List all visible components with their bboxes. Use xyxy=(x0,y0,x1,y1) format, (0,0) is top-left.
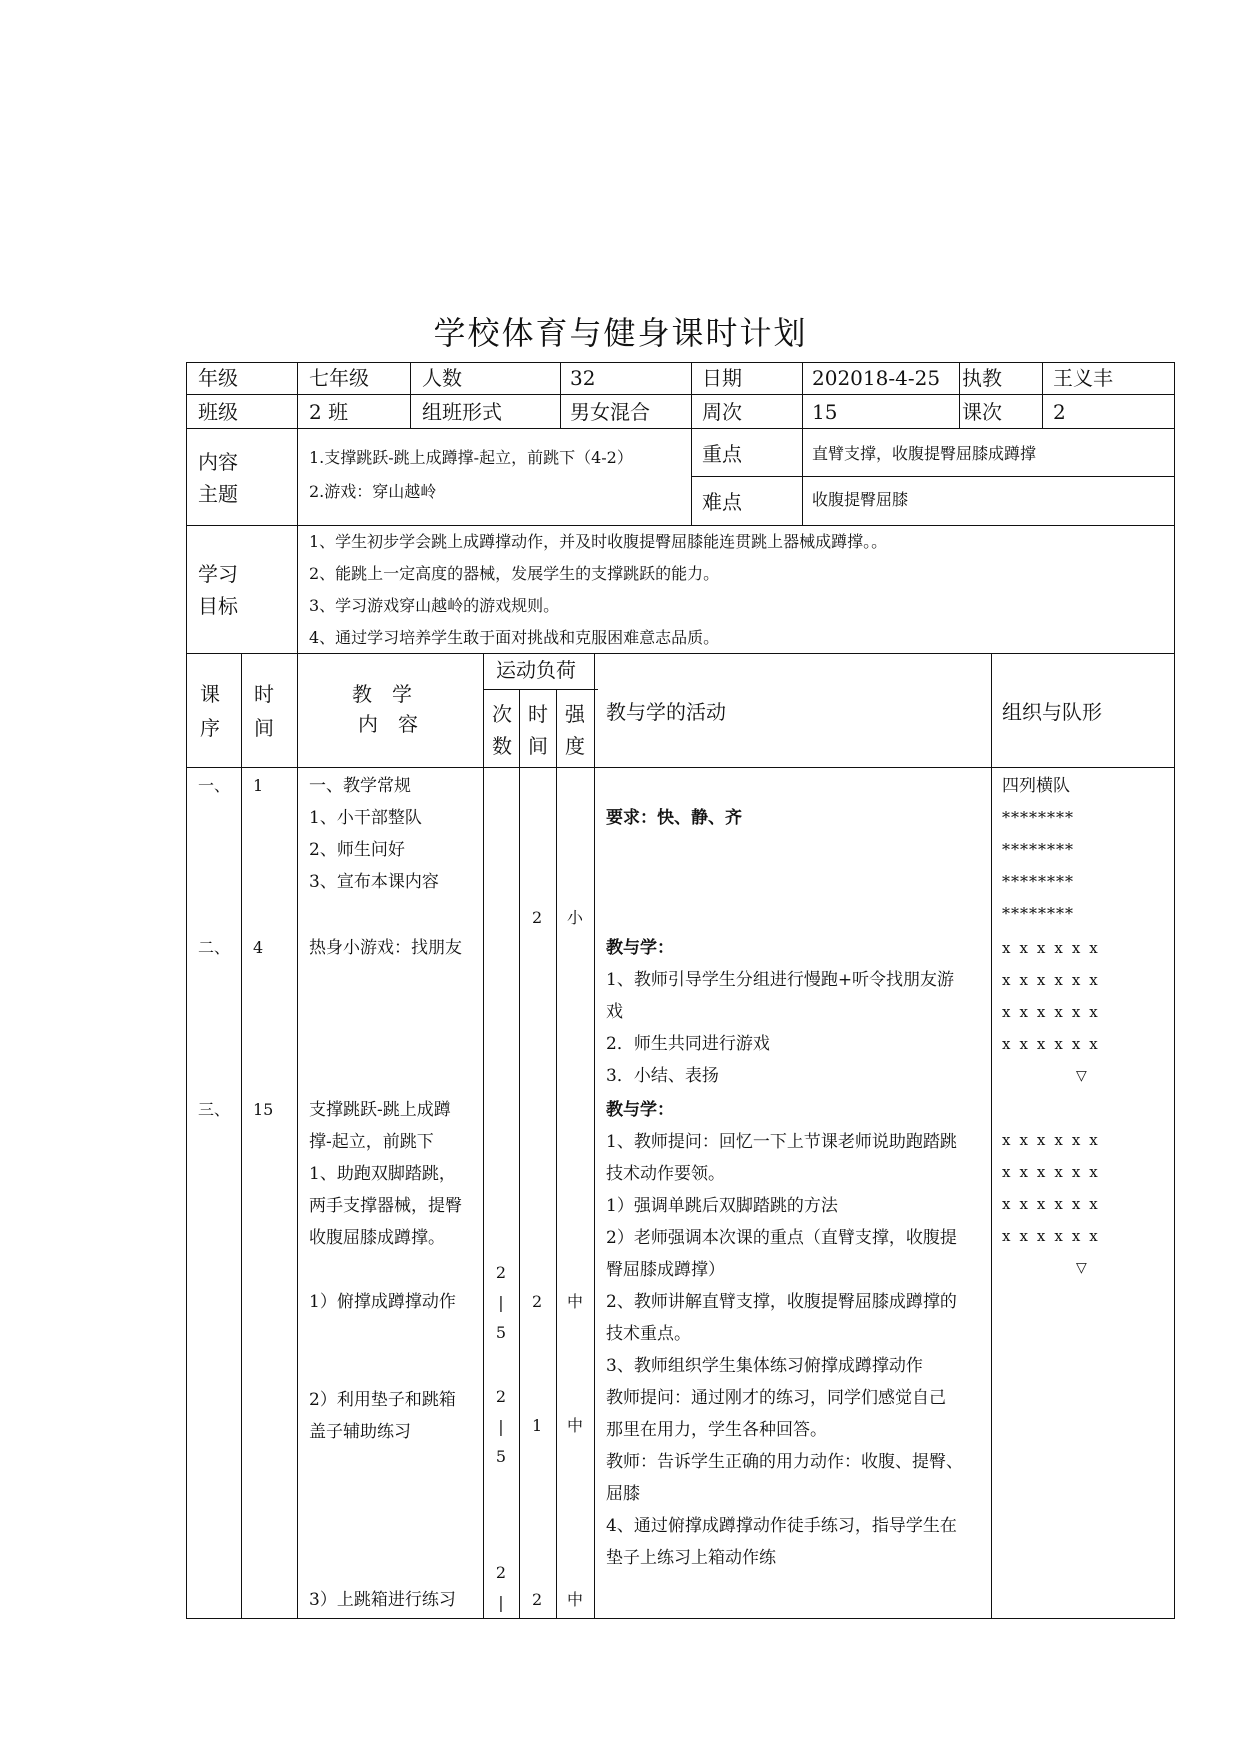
rule xyxy=(297,362,298,428)
activities-part-2 xyxy=(606,932,954,1092)
activity-line: 戏 xyxy=(606,1002,623,1022)
content-line: 收腹屈膝成蹲撑。 xyxy=(309,1228,445,1248)
load-time-value: 1 xyxy=(532,1416,543,1435)
goal-item: 2、能跳上一定高度的器械，发展学生的支撑跳跃的能力。 xyxy=(309,564,720,583)
rule xyxy=(802,362,803,525)
student-row: ******** xyxy=(1002,904,1074,923)
load-time-head-2: 间 xyxy=(528,734,548,758)
date-label: 日期 xyxy=(702,366,742,390)
rule xyxy=(483,689,598,690)
section-time: 4 xyxy=(253,938,264,957)
people-label: 人数 xyxy=(422,366,462,390)
content-line-2: 2.游戏：穿山越岭 xyxy=(309,482,437,501)
rule xyxy=(297,428,298,653)
organization-head: 组织与队形 xyxy=(1002,700,1102,724)
content-label-2: 主题 xyxy=(198,482,238,506)
content-line: 1、小干部整队 xyxy=(309,808,422,828)
count-value xyxy=(486,1258,516,1348)
activity-line: 2）老师强调本次课的重点（直臂支撑，收腹提 xyxy=(606,1228,957,1248)
teacher-value: 王义丰 xyxy=(1053,366,1113,390)
section-order: 三、 xyxy=(198,1100,231,1119)
load-head: 运动负荷 xyxy=(496,658,576,682)
student-row: xxxxxx xyxy=(1002,1195,1107,1213)
content-line: 撑-起立，前跳下 xyxy=(309,1132,434,1152)
sub-exercise-1: 1）俯撑成蹲撑动作 xyxy=(309,1292,456,1312)
content-part-3 xyxy=(309,1094,462,1254)
activity-line: 技术重点。 xyxy=(606,1324,691,1344)
student-row: xxxxxx xyxy=(1002,1131,1107,1149)
intensity-head-2: 度 xyxy=(565,734,585,758)
activity-line: 2、教师讲解直臂支撑，收腹提臀屈膝成蹲撑的 xyxy=(606,1292,957,1312)
sub-exercise-3: 3）上跳箱进行练习 xyxy=(309,1590,456,1610)
activity-line: 1、教师引导学生分组进行慢跑+听令找朋友游 xyxy=(606,970,955,990)
rule xyxy=(297,653,298,1619)
activity-line: 臀屈膝成蹲撑） xyxy=(606,1260,725,1280)
student-row: xxxxxx xyxy=(1002,1227,1107,1245)
count-digit: | xyxy=(498,1293,504,1312)
count-digit: 5 xyxy=(495,1447,507,1466)
goal-item: 4、通过学习培养学生敢于面对挑战和克服困难意志品质。 xyxy=(309,628,720,647)
content-line: 一、教学常规 xyxy=(309,776,411,796)
intensity-value: 中 xyxy=(567,1292,584,1311)
goals-label-1: 学习 xyxy=(198,562,238,586)
count-value xyxy=(486,1382,516,1472)
count-digit: | xyxy=(498,1417,504,1436)
goal-item: 3、学习游戏穿山越岭的游戏规则。 xyxy=(309,596,560,615)
teacher-label: 执教 xyxy=(962,366,1002,390)
rule xyxy=(241,653,242,1619)
count-digit: 5 xyxy=(495,1323,507,1342)
content-head-2: 内 容 xyxy=(358,712,418,736)
page-title: 学校体育与健身课时计划 xyxy=(433,314,808,352)
content-line: 2、师生问好 xyxy=(309,840,405,860)
activity-line: 1）强调单跳后双脚踏跳的方法 xyxy=(606,1196,838,1216)
order-head-2: 序 xyxy=(200,716,220,740)
load-time-head-1: 时 xyxy=(528,702,548,726)
count-digit: 2 xyxy=(495,1387,507,1406)
content-line: 盖子辅助练习 xyxy=(309,1422,411,1442)
rule xyxy=(691,476,1175,477)
rule xyxy=(186,428,1175,429)
rule xyxy=(991,653,992,1619)
student-row: xxxxxx xyxy=(1002,1035,1107,1053)
teacher-marker-icon: ▽ xyxy=(1076,1068,1087,1084)
student-row: ******** xyxy=(1002,840,1074,859)
activity-line: 屈膝 xyxy=(606,1484,640,1504)
activity-line: 1、教师提问：回忆一下上节课老师说助跑踏跳 xyxy=(606,1132,957,1152)
content-part-2: 热身小游戏：找朋友 xyxy=(309,938,462,958)
section-order: 二、 xyxy=(198,938,231,957)
count-digit: 2 xyxy=(495,1263,507,1282)
content-head-1: 教 学 xyxy=(352,682,412,706)
count-head-1: 次 xyxy=(492,702,512,726)
difficulty-label: 难点 xyxy=(702,490,742,514)
activity-line: 教师：告诉学生正确的用力动作：收腹、提臀、 xyxy=(606,1452,963,1472)
lesson-plan-table xyxy=(186,362,1175,1619)
activity-line: 3、教师组织学生集体练习俯撑成蹲撑动作 xyxy=(606,1356,923,1376)
intensity-value: 中 xyxy=(567,1416,584,1435)
difficulty-value: 收腹提臀屈膝 xyxy=(812,490,909,509)
grade-value: 七年级 xyxy=(309,366,369,390)
intensity-value: 小 xyxy=(567,908,584,927)
formation-grid-b xyxy=(1002,1124,1107,1252)
section-time: 1 xyxy=(253,776,264,795)
activity-line: 3．小结、表扬 xyxy=(606,1066,719,1086)
load-time-value: 2 xyxy=(532,1590,543,1609)
time-head-1: 时 xyxy=(254,682,274,706)
count-head-2: 数 xyxy=(492,734,512,758)
count-digit: 2 xyxy=(495,1563,507,1582)
rule xyxy=(556,689,557,1619)
content-line: 2）利用垫子和跳箱 xyxy=(309,1390,456,1410)
rule xyxy=(691,362,692,525)
lesson-value: 2 xyxy=(1053,400,1066,424)
activity-head: 教与学的活动 xyxy=(606,700,726,724)
grade-label: 年级 xyxy=(198,366,238,390)
student-row: xxxxxx xyxy=(1002,1163,1107,1181)
content-line: 1、助跑双脚踏跳， xyxy=(309,1164,456,1184)
teacher-marker-icon: ▽ xyxy=(1076,1260,1087,1276)
student-row: xxxxxx xyxy=(1002,1003,1107,1021)
activity-line: 技术动作要领。 xyxy=(606,1164,725,1184)
date-value: 202018-4-25 xyxy=(812,366,941,390)
requirement-text: 要求：快、静、齐 xyxy=(606,808,742,828)
sub-exercise-2 xyxy=(309,1384,456,1448)
formation-grid-a xyxy=(1002,932,1107,1060)
student-row: xxxxxx xyxy=(1002,971,1107,989)
section-order: 一、 xyxy=(198,776,231,795)
key-point-value: 直臂支撑，收腹提臀屈膝成蹲撑 xyxy=(812,444,1037,463)
activities-part-3 xyxy=(606,1094,963,1574)
content-line: 3、宣布本课内容 xyxy=(309,872,439,892)
rule xyxy=(594,653,595,1619)
content-line: 支撑跳跃-跳上成蹲 xyxy=(309,1100,451,1120)
rule xyxy=(519,689,520,1619)
week-label: 周次 xyxy=(702,400,742,424)
activity-line: 教与学： xyxy=(606,938,674,958)
content-part-1 xyxy=(309,770,439,898)
content-label-1: 内容 xyxy=(198,450,238,474)
rule xyxy=(186,394,1175,395)
student-row: ******** xyxy=(1002,808,1074,827)
lesson-label: 课次 xyxy=(962,400,1002,424)
formation-stars xyxy=(1002,802,1074,930)
intensity-head-1: 强 xyxy=(565,702,585,726)
key-point-label: 重点 xyxy=(702,442,742,466)
section-time: 15 xyxy=(253,1100,274,1119)
order-head-1: 课 xyxy=(200,682,220,706)
class-label: 班级 xyxy=(198,400,238,424)
rule xyxy=(186,653,1175,654)
week-value: 15 xyxy=(812,400,838,424)
activity-line: 教师提问：通过刚才的练习，同学们感觉自己 xyxy=(606,1388,946,1408)
activity-line: 垫子上练习上箱动作练 xyxy=(606,1548,776,1568)
activity-line: 2．师生共同进行游戏 xyxy=(606,1034,770,1054)
student-row: ******** xyxy=(1002,872,1074,891)
form-label: 组班形式 xyxy=(422,400,502,424)
rule xyxy=(560,362,561,428)
activity-line: 那里在用力，学生各种回答。 xyxy=(606,1420,827,1440)
form-value: 男女混合 xyxy=(570,400,650,424)
load-time-value: 2 xyxy=(532,1292,543,1311)
people-value: 32 xyxy=(570,366,596,390)
rule xyxy=(1042,362,1043,428)
goals-label-2: 目标 xyxy=(198,594,238,618)
intensity-value: 中 xyxy=(567,1590,584,1609)
rule xyxy=(410,362,411,428)
load-time-value: 2 xyxy=(532,908,543,927)
rule xyxy=(483,653,484,1619)
rule xyxy=(186,767,1175,768)
content-line: 两手支撑器械，提臀 xyxy=(309,1196,462,1216)
formation-label: 四列横队 xyxy=(1002,776,1070,796)
count-value xyxy=(486,1558,516,1618)
activity-line: 教与学： xyxy=(606,1100,674,1120)
rule xyxy=(959,362,960,428)
goal-item: 1、学生初步学会跳上成蹲撑动作，并及时收腹提臀屈膝能连贯跳上器械成蹲撑。。 xyxy=(309,532,888,551)
time-head-2: 间 xyxy=(254,716,274,740)
count-digit: | xyxy=(498,1593,504,1612)
content-line-1: 1.支撑跳跃-跳上成蹲撑-起立，前跳下（4-2） xyxy=(309,448,633,467)
student-row: xxxxxx xyxy=(1002,939,1107,957)
class-value: 2 班 xyxy=(309,400,349,424)
rule xyxy=(186,525,1175,526)
activity-line: 4、通过俯撑成蹲撑动作徒手练习，指导学生在 xyxy=(606,1516,957,1536)
